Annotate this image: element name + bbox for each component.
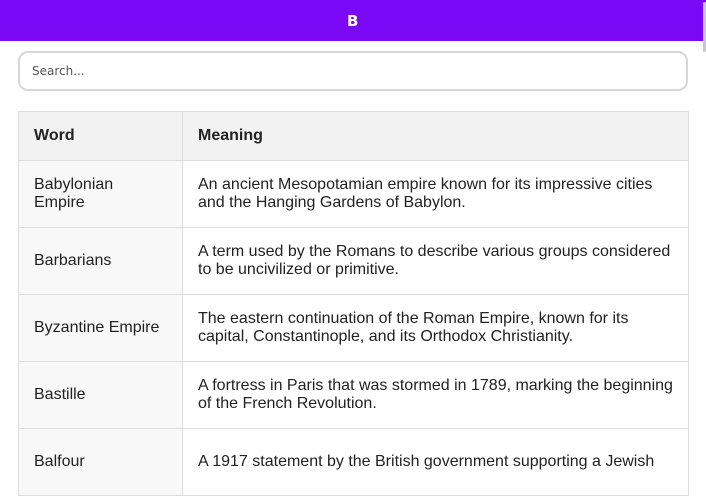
header-title: B (347, 11, 359, 30)
search-container (18, 51, 688, 91)
word-cell: Balfour (19, 429, 183, 496)
meaning-cell: An ancient Mesopotamian empire known for its impressive cities and the Hanging Gardens of Babylon. (183, 161, 689, 228)
app-header (0, 0, 706, 41)
search-input[interactable] (18, 51, 688, 91)
glossary-table (18, 111, 689, 496)
word-cell: Bastille (19, 362, 183, 429)
table-row (19, 429, 689, 496)
table-header-row (19, 112, 689, 161)
column-header-word: Word (19, 112, 183, 161)
word-cell: Barbarians (19, 228, 183, 295)
column-header-meaning: Meaning (183, 112, 689, 161)
meaning-cell: A 1917 statement by the British government supporting a Jewish (183, 429, 689, 496)
word-cell: Babylonian Empire (19, 161, 183, 228)
table-row (19, 295, 689, 362)
glossary-table-container (18, 111, 688, 496)
meaning-cell: The eastern continuation of the Roman Empire, known for its capital, Constantinople, and its Orthodox Christianity. (183, 295, 689, 362)
table-row (19, 362, 689, 429)
table-row (19, 161, 689, 228)
meaning-cell: A term used by the Romans to describe various groups considered to be uncivilized or primitive. (183, 228, 689, 295)
table-row (19, 228, 689, 295)
meaning-cell: A fortress in Paris that was stormed in 1789, marking the beginning of the French Revolution. (183, 362, 689, 429)
word-cell: Byzantine Empire (19, 295, 183, 362)
